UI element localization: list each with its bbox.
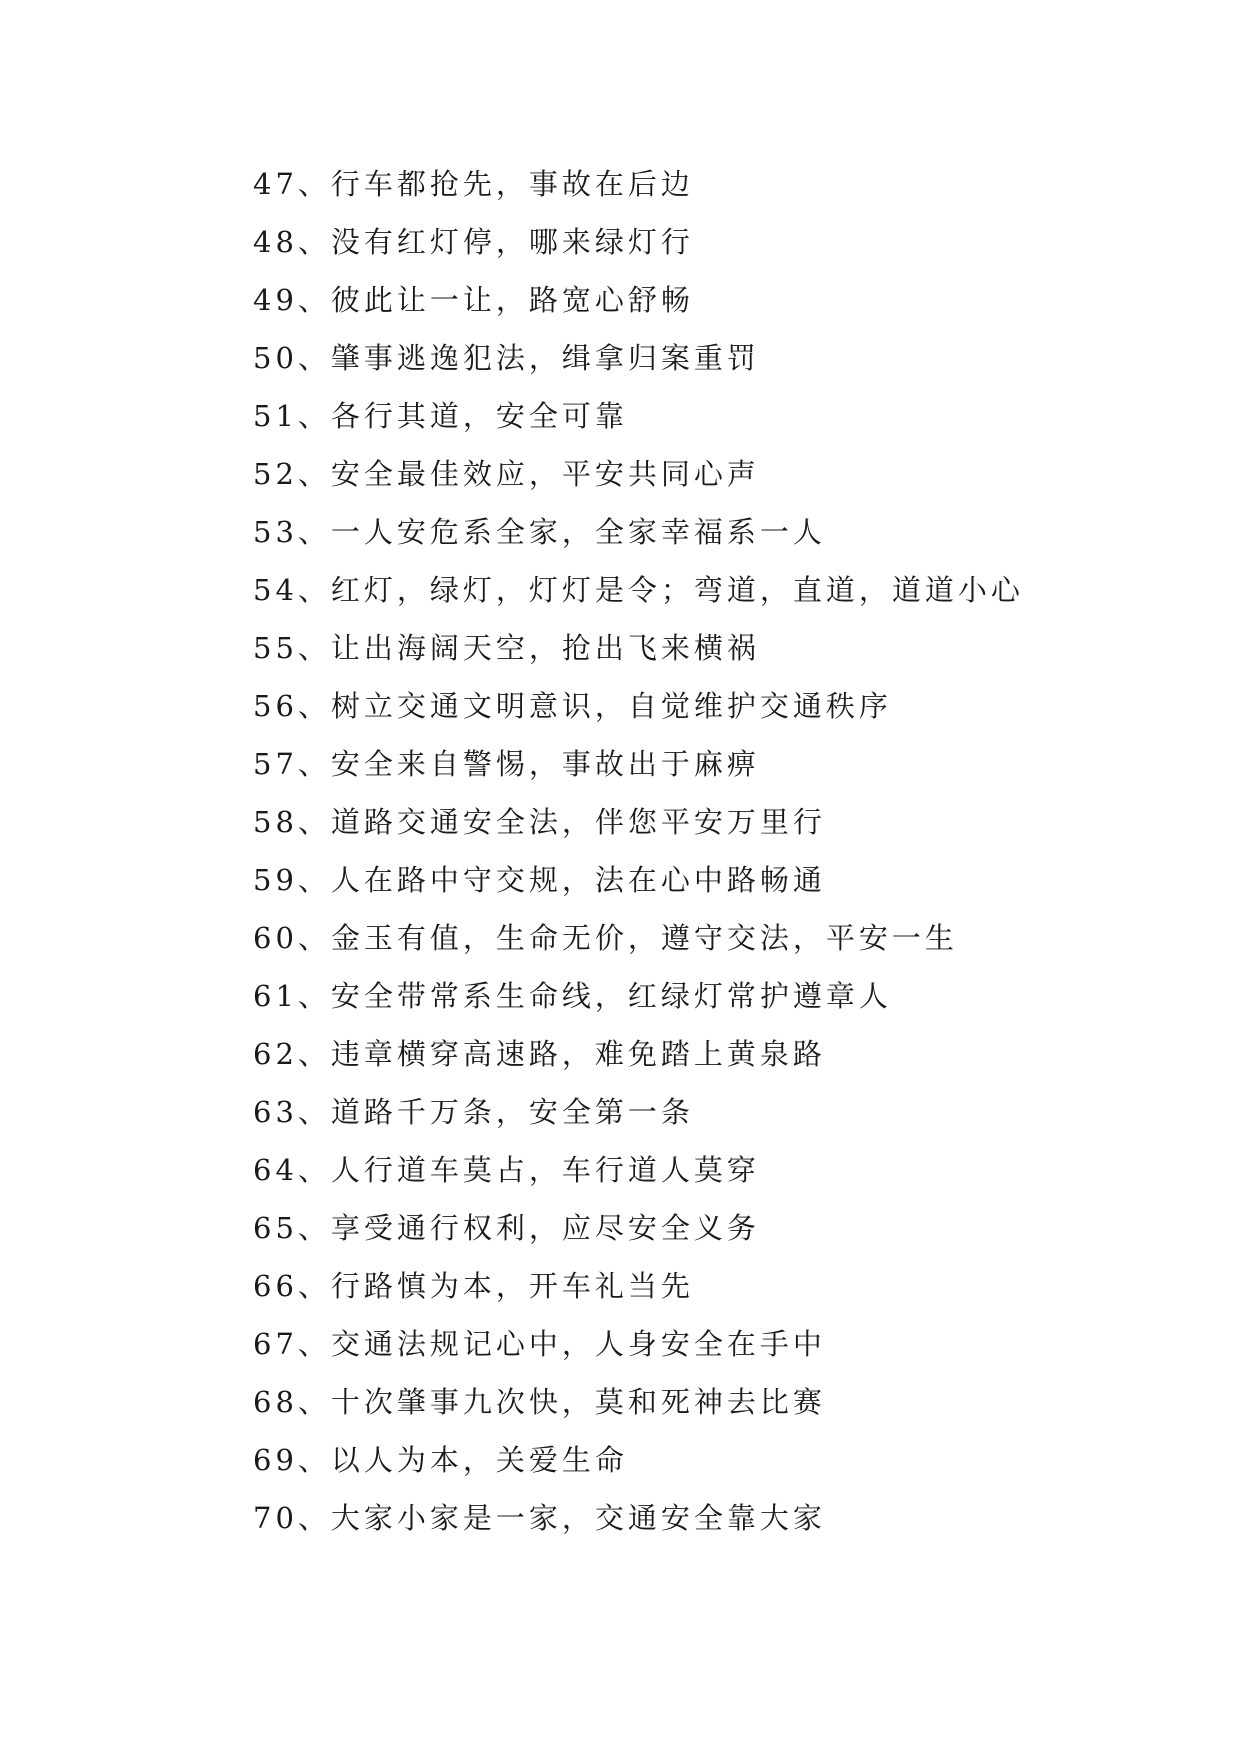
slogan-line: 66、行路慎为本，开车礼当先: [253, 1269, 694, 1303]
slogan-line: 54、红灯，绿灯，灯灯是令；弯道，直道，道道小心: [253, 573, 1024, 607]
slogan-line: 47、行车都抢先，事故在后边: [253, 167, 694, 201]
slogan-line: 68、十次肇事九次快，莫和死神去比赛: [253, 1385, 826, 1419]
slogan-line: 55、让出海阔天空，抢出飞来横祸: [253, 631, 760, 665]
slogan-line: 59、人在路中守交规，法在心中路畅通: [253, 863, 826, 897]
slogan-line: 63、道路千万条，安全第一条: [253, 1095, 694, 1129]
slogan-line: 58、道路交通安全法，伴您平安万里行: [253, 805, 826, 839]
slogan-list: [253, 155, 1024, 1547]
slogan-line: 57、安全来自警惕，事故出于麻痹: [253, 747, 760, 781]
slogan-line: 65、享受通行权利，应尽安全义务: [253, 1211, 760, 1245]
slogan-line: 62、违章横穿高速路，难免踏上黄泉路: [253, 1037, 826, 1071]
slogan-line: 61、安全带常系生命线，红绿灯常护遵章人: [253, 979, 892, 1013]
slogan-line: 56、树立交通文明意识，自觉维护交通秩序: [253, 689, 892, 723]
slogan-line: 52、安全最佳效应，平安共同心声: [253, 457, 760, 491]
slogan-line: 64、人行道车莫占，车行道人莫穿: [253, 1153, 760, 1187]
slogan-line: 49、彼此让一让，路宽心舒畅: [253, 283, 694, 317]
slogan-line: 48、没有红灯停，哪来绿灯行: [253, 225, 694, 259]
slogan-line: 60、金玉有值，生命无价，遵守交法，平安一生: [253, 921, 958, 955]
slogan-line: 51、各行其道，安全可靠: [253, 399, 628, 433]
slogan-line: 67、交通法规记心中，人身安全在手中: [253, 1327, 826, 1361]
slogan-line: 50、肇事逃逸犯法，缉拿归案重罚: [253, 341, 760, 375]
slogan-line: 69、以人为本，关爱生命: [253, 1443, 628, 1477]
slogan-line: 70、大家小家是一家，交通安全靠大家: [253, 1501, 826, 1535]
slogan-line: 53、一人安危系全家，全家幸福系一人: [253, 515, 826, 549]
